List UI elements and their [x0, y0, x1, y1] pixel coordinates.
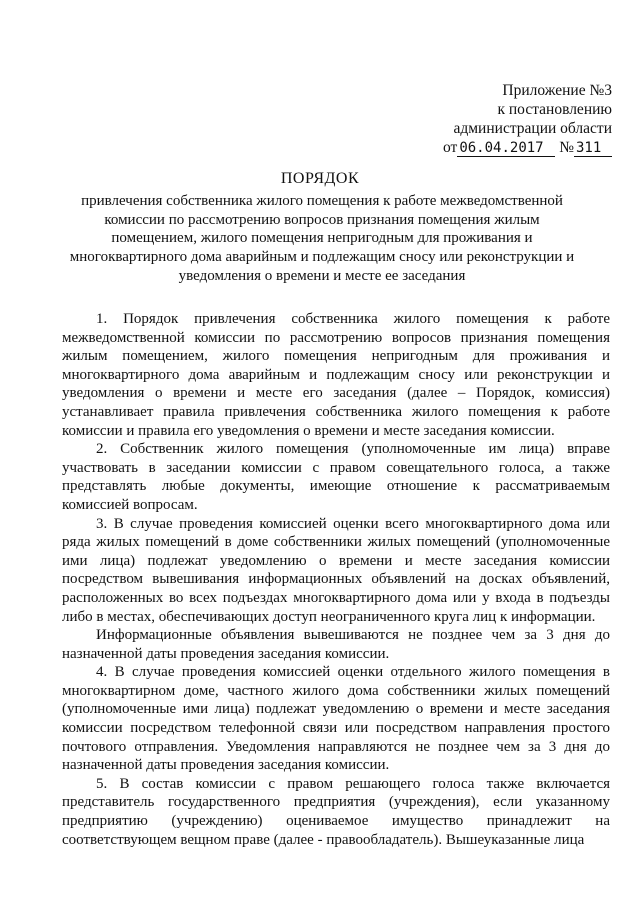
number-prefix: №: [559, 139, 574, 156]
resolution-date: 06.04.2017: [457, 140, 555, 157]
appendix-date-number-line: [392, 138, 612, 157]
paragraph-3-note: Информационные объявления вывешиваются не позднее чем за 3 дня до назначенной даты проведения заседания комиссии.: [62, 627, 610, 662]
document-title: ПОРЯДОК: [280, 170, 360, 187]
paragraph-5: 5. В состав комиссии с правом решающего голоса также включается представитель государственного предприятия (учреждения), если указанному предприятию (учреждению) оцениваемое имущество принадлежит на соответствующем вещном праве (далее - правообладатель). Вышеуказанные лица: [62, 775, 610, 848]
paragraph-2: 2. Собственник жилого помещения (уполномоченные им лица) вправе участвовать в заседании комиссии с правом совещательного голоса, а также представлять любые документы, имеющие отношение к рассматриваемым комиссией вопросам.: [62, 441, 610, 513]
document-subtitle: привлечения собственника жилого помещения к работе межведомственной комиссии по рассмотрению вопросов признания помещения жилым помещением, жилого помещения непригодным для проживания и многоквартирного дома аварийным и подлежащим сносу или реконструкции и уведомления о времени и месте ее заседания: [69, 193, 575, 284]
resolution-number: 311: [574, 140, 612, 157]
document-body: [62, 310, 610, 849]
appendix-authority: администрации области: [453, 120, 612, 137]
appendix-block: [392, 81, 612, 157]
paragraph-4: 4. В случае проведения комиссией оценки отдельного жилого помещения в многоквартирном доме, частного жилого дома собственники жилых помещений (уполномоченные ими лица) подлежат уведомлению о времени и месте заседания комиссии посредством телефонной связи или посредством направления простого почтового отправления. Уведомления направляются не позднее чем за 3 дня до назначенной даты проведения заседания комиссии.: [62, 664, 610, 774]
paragraph-3: 3. В случае проведения комиссией оценки всего многоквартирного дома или ряда жилых помещений в доме собственники жилых помещений (уполномоченные ими лица) подлежат уведомлению о времени и месте заседания комиссии посредством вывешивания информационных объявлений на досках объявлений, расположенных во всех подъездах многоквартирного дома или у входа в подъезды либо в местах, обеспечивающих доступ неограниченного круга лиц к информации.: [62, 515, 610, 625]
appendix-label: Приложение №3: [502, 82, 612, 99]
appendix-resolution-ref: к постановлению: [497, 101, 612, 118]
date-prefix: от: [443, 139, 458, 156]
paragraph-1: 1. Порядок привлечения собственника жилого помещения к работе межведомственной комиссии по рассмотрению вопросов признания помещения жилым помещением, жилого помещения непригодным для проживания и многоквартирного дома аварийным и подлежащим сносу или реконструкции и уведомления о времени и месте его заседания (далее – Порядок, комиссия) устанавливает правила привлечения собственника жилого помещения к работе комиссии и правила его уведомления о времени и месте заседания комиссии.: [62, 311, 610, 439]
